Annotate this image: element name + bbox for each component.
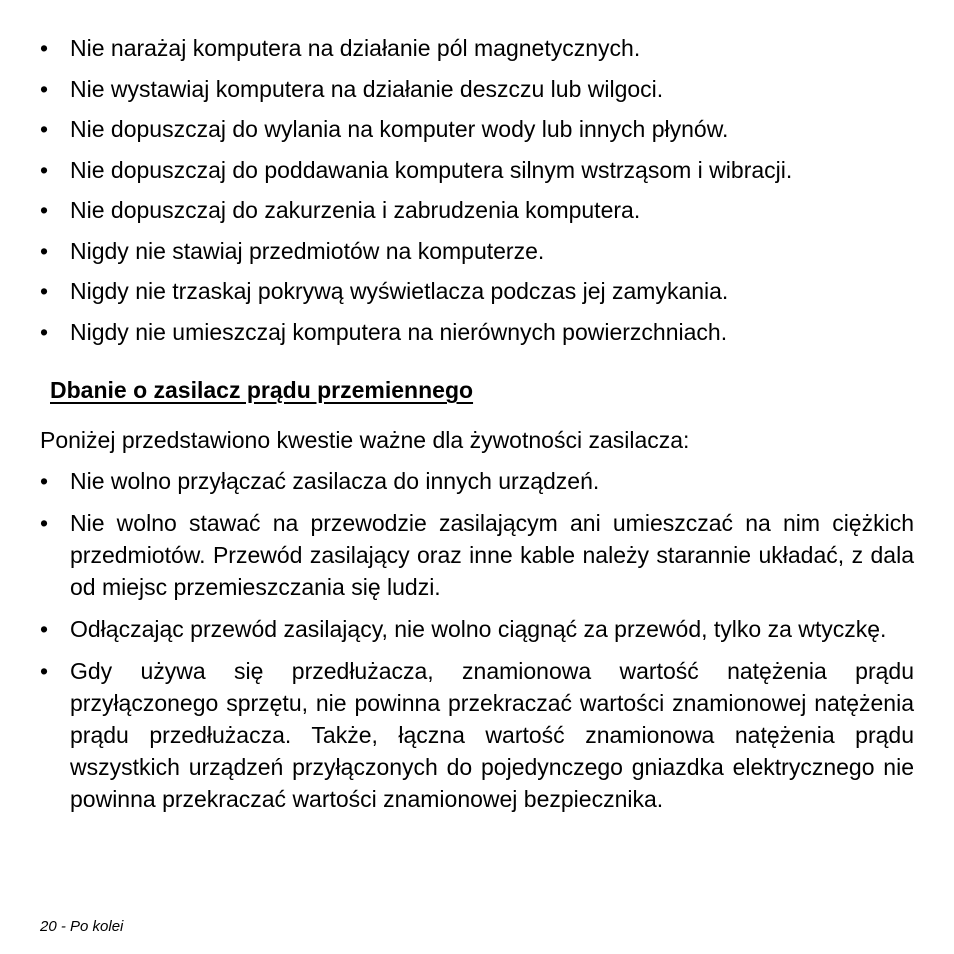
list-item-text: Nigdy nie stawiaj przedmiotów na komputerze.: [70, 237, 545, 264]
list-item-text: Nie dopuszczaj do wylania na komputer wody lub innych płynów.: [70, 116, 729, 142]
list-item-text: Nie dopuszczaj do zakurzenia i zabrudzenia komputera.: [70, 197, 641, 223]
bullet-icon: •: [40, 468, 49, 494]
list-item-text: Nie narażaj komputera na działanie pól magnetycznych.: [70, 35, 641, 61]
list-item: [40, 235, 914, 267]
list-item-text: Nigdy nie umieszczaj komputera na nierównych powierzchniach.: [70, 318, 728, 345]
list-item: [40, 194, 914, 226]
list-item-text: Nie wystawiaj komputera na działanie deszczu lub wilgoci.: [70, 75, 664, 102]
bullet-icon: •: [40, 197, 49, 223]
bullet-icon: •: [40, 35, 49, 61]
adapter-bullet-list: [40, 465, 914, 825]
list-item-text: Nie wolno stawać na przewodzie zasilającym ani umieszczać na nim ciężkich przedmiotów. Przewód zasilający oraz inne kable należy starannie układać, z dala od miejsc przemieszczania się ludzi.: [70, 510, 914, 600]
list-item-text: Nigdy nie trzaskaj pokrywą wyświetlacza podczas jej zamykania.: [70, 278, 729, 304]
bullet-icon: •: [40, 156, 49, 183]
care-bullet-list: [40, 32, 914, 356]
list-item-text: Nie wolno przyłączać zasilacza do innych urządzeń.: [70, 468, 600, 494]
list-item-text: Gdy używa się przedłużacza, znamionowa wartość natężenia prądu przyłączonego sprzętu, nie powinna przekraczać wartości znamionowej natężenia prądu przedłużacza. Także, łączna wartość znamionowa natężenia prądu wszystkich urządzeń przyłączonych do pojedynczego gniazdka elektrycznego nie powinna przekraczać wartości znamionowej bezpiecznika.: [70, 658, 914, 812]
list-item: [40, 154, 914, 186]
list-item-text: Nie dopuszczaj do poddawania komputera silnym wstrząsom i wibracji.: [70, 156, 793, 183]
list-item: [40, 32, 914, 64]
list-item: [40, 507, 914, 603]
bullet-icon: •: [40, 278, 49, 304]
bullet-icon: •: [40, 116, 49, 142]
list-item: [40, 655, 914, 815]
bullet-icon: •: [40, 658, 49, 684]
list-item: [40, 113, 914, 145]
bullet-icon: •: [40, 318, 49, 345]
page-footer: 20 - Po kolei: [40, 918, 124, 935]
bullet-icon: •: [40, 510, 49, 536]
section-intro: Poniżej przedstawiono kwestie ważne dla żywotności zasilacza:: [40, 427, 690, 453]
list-item-text: Odłączając przewód zasilający, nie wolno ciągnąć za przewód, tylko za wtyczkę.: [70, 616, 887, 642]
list-item: [40, 465, 914, 497]
bullet-icon: •: [40, 616, 49, 642]
list-item: [40, 613, 914, 645]
list-item: [40, 316, 914, 348]
bullet-icon: •: [40, 237, 49, 264]
bullet-icon: •: [40, 75, 49, 102]
list-item: [40, 73, 914, 105]
section-heading: Dbanie o zasilacz prądu przemiennego: [50, 377, 474, 403]
list-item: [40, 275, 914, 307]
